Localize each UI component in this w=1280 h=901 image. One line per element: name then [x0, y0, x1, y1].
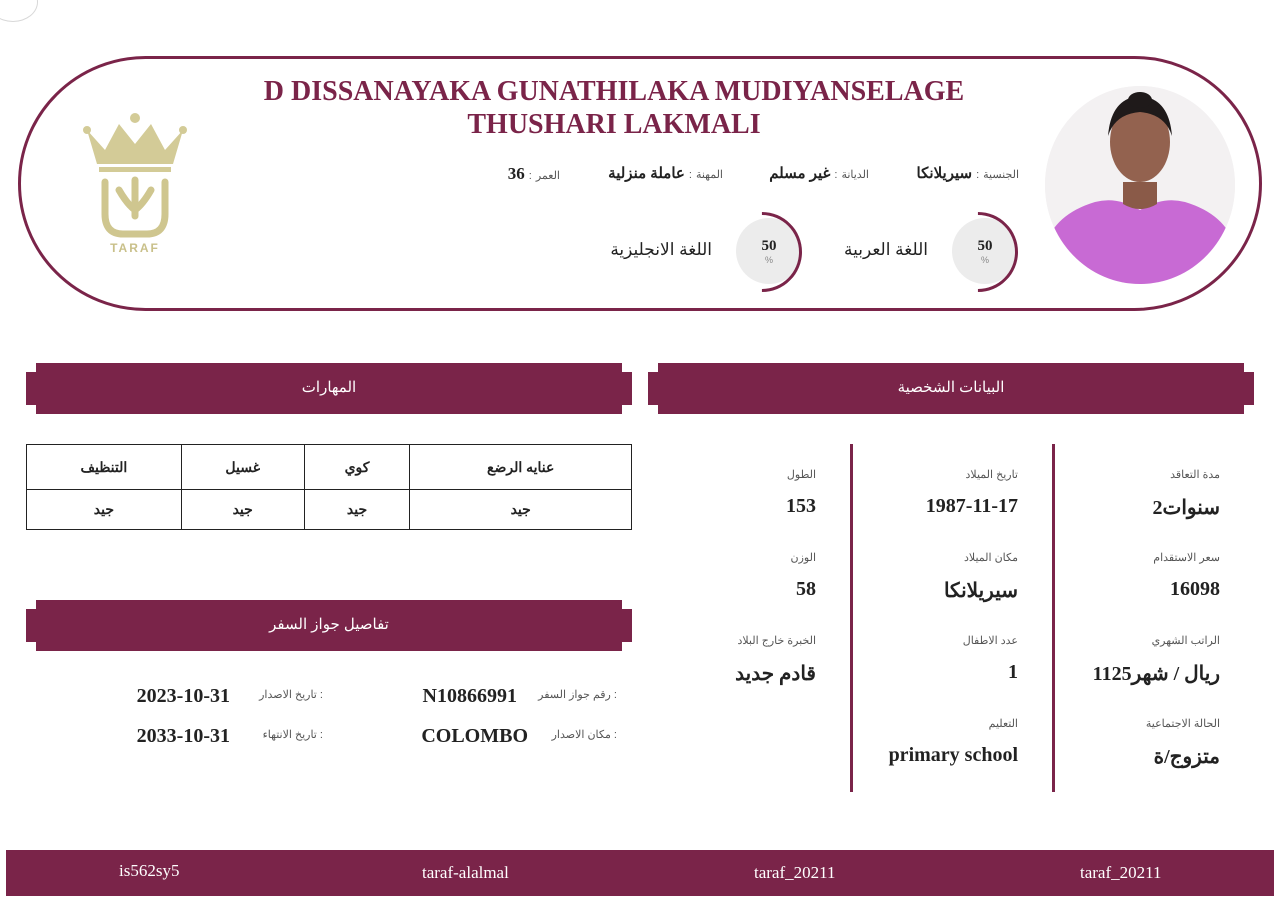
birth-date-label: تاريخ الميلاد	[965, 469, 1018, 481]
age-separator: :	[528, 170, 532, 182]
skill-header: التنظيف	[27, 445, 182, 490]
skill-header: غسيل	[181, 445, 304, 490]
experience-abroad-value: قادم جديد	[735, 663, 816, 685]
personal-data-title: البيانات الشخصية	[897, 379, 1005, 396]
issue-place-label: مكان الاصدار :	[551, 729, 617, 741]
english-level-value: 50	[761, 238, 777, 254]
skill-value: جيد	[410, 490, 632, 530]
english-level-unit: %	[764, 255, 773, 265]
passport-title: تفاصيل جواز السفر	[269, 616, 389, 633]
religion-info	[769, 164, 869, 186]
age-value: 36	[507, 164, 525, 183]
birth-place-label: مكان الميلاد	[963, 552, 1018, 564]
recruitment-price-value: 16098	[1170, 578, 1220, 600]
english-language-gauge	[610, 212, 804, 292]
religion-label: الديانة	[841, 169, 869, 181]
contract-duration-value: 2سنوات	[1152, 497, 1220, 519]
marital-status-value: متزوج/ة	[1153, 746, 1220, 768]
religion-separator: :	[834, 169, 838, 181]
worker-photo	[1045, 86, 1235, 284]
experience-abroad-label: الخبرة خارج البلاد	[737, 635, 816, 647]
footer-item-code: is562sy5	[119, 861, 180, 880]
corner-decoration	[0, 0, 38, 22]
issue-place-value: COLOMBO	[421, 725, 528, 747]
religion-value: غير مسلم	[769, 165, 831, 182]
nationality-info	[917, 164, 1019, 186]
birth-place-value: سيريلانكا	[943, 580, 1018, 602]
monthly-salary-label: الراتب الشهري	[1151, 635, 1220, 647]
weight-label: الوزن	[790, 552, 816, 564]
skill-value: جيد	[27, 490, 182, 530]
nationality-value: سيريلانكا	[916, 165, 973, 182]
birth-date-value: 1987-11-17	[925, 495, 1018, 517]
column-divider	[1052, 444, 1055, 792]
arabic-level-value: 50	[977, 238, 993, 254]
skills-header-row	[27, 445, 632, 490]
name-line-2: THUSHARI LAKMALI	[467, 109, 761, 140]
footer-item-handle: taraf_20211	[754, 863, 836, 882]
height-label: الطول	[786, 469, 816, 481]
education-value: primary school	[888, 744, 1018, 766]
arabic-language-label: اللغة العربية	[843, 240, 928, 259]
expiry-date-label: تاريخ الانتهاء :	[262, 729, 323, 741]
passport-banner	[26, 600, 632, 651]
skills-title: المهارات	[301, 379, 357, 396]
nationality-separator: :	[976, 169, 980, 181]
footer-bar	[6, 850, 1274, 896]
arabic-level-unit: %	[980, 255, 989, 265]
skill-header: عنايه الرضع	[410, 445, 632, 490]
height-value: 153	[786, 495, 816, 517]
taraf-logo	[83, 110, 187, 258]
english-level-ring	[722, 212, 802, 292]
passport-number-value: N10866991	[422, 685, 517, 707]
footer-item-handle: taraf-alalmal	[422, 863, 509, 882]
contract-duration-label: مدة التعاقد	[1170, 469, 1220, 481]
profession-info	[608, 164, 723, 186]
arabic-level-ring	[938, 212, 1018, 292]
skills-banner	[26, 363, 632, 414]
weight-value: 58	[796, 578, 816, 600]
skill-value: جيد	[304, 490, 410, 530]
nationality-label: الجنسية	[983, 169, 1019, 181]
profession-separator: :	[688, 169, 692, 181]
name-line-1: D DISSANAYAKA GUNATHILAKA MUDIYANSELAGE	[263, 76, 965, 107]
worker-full-name	[240, 75, 988, 141]
personal-data-banner	[648, 363, 1254, 414]
marital-status-label: الحالة الاجتماعية	[1145, 718, 1220, 730]
passport-number-label: رقم جواز السفر :	[538, 689, 617, 701]
issue-date-label: تاريخ الاصدار :	[259, 689, 323, 701]
arabic-language-gauge	[843, 212, 1020, 292]
issue-date-value: 2023-10-31	[136, 685, 230, 707]
children-count-value: 1	[1008, 661, 1018, 683]
education-label: التعليم	[988, 718, 1018, 730]
profession-value: عاملة منزلية	[608, 165, 685, 182]
column-divider	[850, 444, 853, 792]
age-info	[508, 164, 560, 186]
footer-item-handle: taraf_20211	[1080, 863, 1162, 882]
skill-header: كوي	[304, 445, 410, 490]
profession-label: المهنة	[695, 169, 723, 181]
recruitment-price-label: سعر الاستقدام	[1153, 552, 1220, 564]
skill-value: جيد	[181, 490, 304, 530]
monthly-salary-value: 1125ريال / شهر	[1092, 663, 1220, 685]
english-language-label: اللغة الانجليزية	[610, 240, 712, 259]
logo-wordmark: TARAF	[110, 241, 160, 255]
skills-value-row	[27, 490, 632, 530]
expiry-date-value: 2033-10-31	[136, 725, 230, 747]
skills-table	[26, 444, 632, 530]
age-label: العمر	[535, 170, 560, 182]
children-count-label: عدد الاطفال	[962, 635, 1018, 647]
